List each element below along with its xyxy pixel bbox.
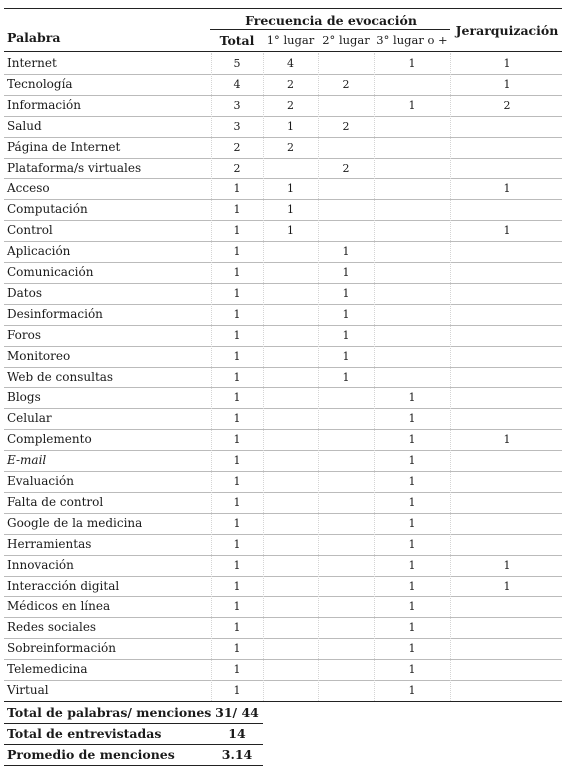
third-place-header: 3° lugar o + xyxy=(376,33,448,47)
table-row xyxy=(4,513,562,534)
table-row xyxy=(4,638,562,659)
table-row xyxy=(4,576,562,597)
total-cell: 1 xyxy=(233,558,241,572)
total-cell: 1 xyxy=(233,495,241,509)
frequency-cell: 1 xyxy=(408,600,416,614)
word-cell: Computación xyxy=(7,202,88,217)
table-row xyxy=(4,346,562,367)
frequency-cell: 1 xyxy=(408,495,416,509)
word-cell: Página de Internet xyxy=(7,139,121,154)
frequency-cell: 1 xyxy=(287,182,294,196)
second-place-header: 2° lugar xyxy=(322,33,370,47)
rank-cell: 1 xyxy=(503,57,511,70)
word-cell: Celular xyxy=(7,411,52,426)
footer-label: Promedio de menciones xyxy=(7,746,175,762)
table-row xyxy=(4,471,562,492)
word-cell: Evaluación xyxy=(7,474,74,488)
footer-label: Total de palabras/ menciones xyxy=(7,704,212,720)
frequency-cell: 1 xyxy=(408,558,416,572)
frequency-cell: 2 xyxy=(342,77,350,91)
frequency-cell: 1 xyxy=(408,642,416,656)
table-row xyxy=(4,220,562,241)
total-cell: 1 xyxy=(233,391,241,405)
column-divider xyxy=(450,53,451,701)
table-row xyxy=(4,199,562,220)
word-cell: Sobreinformación xyxy=(7,641,116,656)
frequency-cell: 1 xyxy=(408,516,416,530)
table-row xyxy=(4,158,562,179)
frequency-cell: 1 xyxy=(342,266,350,279)
frequency-cell: 2 xyxy=(287,77,294,91)
frequency-cell: 1 xyxy=(287,224,294,238)
header-rule xyxy=(4,51,562,52)
total-cell: 5 xyxy=(233,57,241,70)
table-row xyxy=(4,95,562,116)
word-cell: Control xyxy=(7,223,53,238)
column-divider xyxy=(318,53,319,701)
total-cell: 1 xyxy=(233,203,241,217)
column-divider xyxy=(374,53,375,701)
total-cell: 1 xyxy=(233,245,241,259)
rank-cell: 1 xyxy=(503,224,511,238)
frequency-cell: 2 xyxy=(342,119,350,133)
word-cell: Web de consultas xyxy=(7,369,114,384)
total-cell: 1 xyxy=(233,475,241,488)
table-row xyxy=(4,492,562,513)
frequency-cell: 1 xyxy=(287,203,294,217)
word-cell: Comunicación xyxy=(7,265,94,279)
rank-cell: 2 xyxy=(503,98,511,112)
word-cell: Información xyxy=(7,97,81,112)
total-cell: 1 xyxy=(233,600,241,614)
total-cell: 1 xyxy=(233,663,241,677)
word-cell: Tecnología xyxy=(7,76,73,91)
frequency-cell: 1 xyxy=(342,245,350,259)
frequency-cell: 1 xyxy=(408,98,416,112)
table-row xyxy=(4,429,562,450)
total-cell: 2 xyxy=(233,140,241,154)
frequency-cell: 1 xyxy=(287,119,294,133)
frequency-cell: 1 xyxy=(408,621,416,635)
table-row xyxy=(4,408,562,429)
frequency-cell: 1 xyxy=(342,328,350,342)
word-cell: Complemento xyxy=(7,432,92,447)
rank-header: Jerarquización xyxy=(455,23,559,38)
frequency-cell: 1 xyxy=(342,349,350,363)
word-cell: Monitoreo xyxy=(7,348,71,363)
first-place-header: 1° lugar xyxy=(266,33,315,47)
table-row xyxy=(4,137,562,158)
word-header: Palabra xyxy=(7,30,61,45)
word-cell: Redes sociales xyxy=(7,620,97,635)
frequency-cell: 2 xyxy=(342,161,350,175)
frequency-cell: 1 xyxy=(408,684,416,697)
table-row xyxy=(4,262,562,283)
frequency-cell: 4 xyxy=(287,57,294,70)
total-cell: 1 xyxy=(233,642,241,656)
total-cell: 1 xyxy=(233,621,241,635)
total-cell: 4 xyxy=(233,77,241,91)
table-row xyxy=(4,325,562,346)
total-cell: 1 xyxy=(233,182,241,196)
word-cell: Plataforma/s virtuales xyxy=(7,160,142,175)
total-cell: 1 xyxy=(233,684,241,697)
word-cell: Falta de control xyxy=(7,494,104,509)
table-row xyxy=(4,659,562,680)
rank-cell: 1 xyxy=(503,433,511,447)
frequency-cell: 1 xyxy=(408,412,416,426)
total-cell: 3 xyxy=(233,98,241,112)
total-header: Total xyxy=(219,33,255,48)
frequency-cell: 2 xyxy=(287,140,294,154)
column-divider xyxy=(211,53,212,701)
total-cell: 1 xyxy=(233,412,241,426)
table-row xyxy=(4,555,562,576)
frequency-cell: 1 xyxy=(408,579,416,593)
total-cell: 1 xyxy=(233,286,241,300)
word-cell: Virtual xyxy=(7,683,49,697)
frequency-cell: 1 xyxy=(408,391,416,405)
table-row xyxy=(4,241,562,262)
word-cell: Innovación xyxy=(7,557,74,572)
total-cell: 1 xyxy=(233,349,241,363)
frequency-cell: 1 xyxy=(342,370,350,384)
table-row xyxy=(4,617,562,638)
column-divider xyxy=(263,53,264,701)
footer-label: Total de entrevistadas xyxy=(7,725,162,741)
table-row xyxy=(4,116,562,137)
frequency-cell: 1 xyxy=(342,307,350,321)
table-row xyxy=(4,53,562,74)
total-cell: 1 xyxy=(233,516,241,530)
rank-cell: 1 xyxy=(503,558,511,572)
frequency-cell: 1 xyxy=(408,475,416,488)
table-row xyxy=(4,178,562,199)
word-cell: Foros xyxy=(7,327,42,342)
footer-value: 3.14 xyxy=(221,746,253,762)
total-cell: 1 xyxy=(233,537,241,551)
top-rule xyxy=(4,8,562,9)
frequency-cell: 1 xyxy=(408,663,416,677)
total-cell: 1 xyxy=(233,579,241,593)
table-row xyxy=(4,534,562,555)
word-cell: E-mail xyxy=(7,453,47,468)
total-cell: 1 xyxy=(233,266,241,279)
total-cell: 1 xyxy=(233,454,241,468)
word-cell: Blogs xyxy=(7,390,41,405)
frequency-cell: 1 xyxy=(408,57,416,70)
total-cell: 1 xyxy=(233,224,241,238)
footer-value: 31/ 44 xyxy=(215,704,259,720)
table-row xyxy=(4,74,562,95)
word-cell: Interacción digital xyxy=(7,578,120,593)
table-row xyxy=(4,304,562,325)
total-cell: 1 xyxy=(233,370,241,384)
table-row xyxy=(4,367,562,388)
word-cell: Desinformación xyxy=(7,306,103,321)
rank-cell: 1 xyxy=(503,182,511,196)
word-cell: Salud xyxy=(7,118,42,133)
frequency-cell: 1 xyxy=(408,454,416,468)
total-cell: 1 xyxy=(233,307,241,321)
total-cell: 1 xyxy=(233,433,241,447)
word-cell: Aplicación xyxy=(7,244,71,259)
word-cell: Herramientas xyxy=(7,536,92,551)
table-row xyxy=(4,283,562,304)
word-cell: Telemedicina xyxy=(7,662,88,677)
total-cell: 1 xyxy=(233,328,241,342)
word-cell: Médicos en línea xyxy=(7,599,111,614)
frequency-cell: 1 xyxy=(408,433,416,447)
footer-value: 14 xyxy=(228,725,246,741)
table-row xyxy=(4,387,562,408)
frequency-cell: 1 xyxy=(342,286,350,300)
table-row xyxy=(4,680,562,701)
frequency-cell: 1 xyxy=(408,537,416,551)
table-row xyxy=(4,450,562,471)
table-row xyxy=(4,596,562,617)
word-cell: Google de la medicina xyxy=(7,515,143,530)
word-cell: Datos xyxy=(7,285,42,300)
group-header: Frecuencia de evocación xyxy=(245,13,417,28)
rank-cell: 1 xyxy=(503,77,511,91)
total-cell: 3 xyxy=(233,119,241,133)
rank-cell: 1 xyxy=(503,579,511,593)
word-cell: Internet xyxy=(7,56,57,70)
total-cell: 2 xyxy=(233,161,241,175)
word-cell: Acceso xyxy=(7,181,50,196)
frequency-cell: 2 xyxy=(287,98,294,112)
